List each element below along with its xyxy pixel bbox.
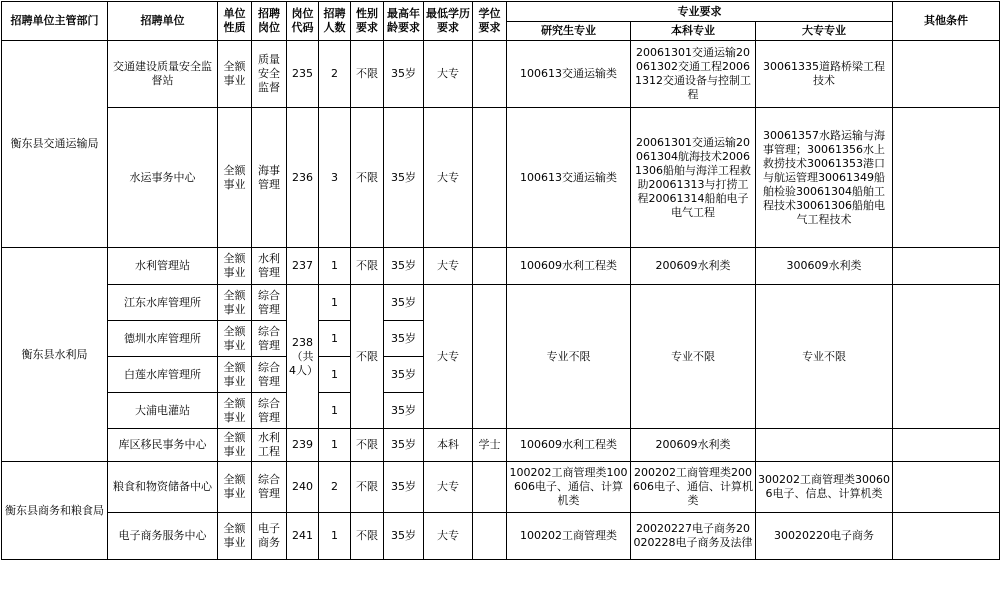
count-cell: 1	[319, 285, 351, 321]
college-major-cell: 300202工商管理类300606电子、信息、计算机类	[756, 462, 893, 513]
count-cell: 3	[319, 108, 351, 248]
header-college: 大专专业	[756, 22, 893, 41]
nature-cell: 全额事业	[218, 41, 252, 108]
table-row	[2, 285, 1000, 321]
bach-major-cell: 专业不限	[631, 285, 756, 429]
college-major-cell: 30061335道路桥梁工程技术	[756, 41, 893, 108]
header-count: 招聘人数	[319, 2, 351, 41]
degree-cell	[473, 108, 507, 248]
table-row	[2, 41, 1000, 108]
other-cell	[893, 108, 1000, 248]
other-cell	[893, 513, 1000, 560]
unit-cell: 江东水库管理所	[108, 285, 218, 321]
age-cell: 35岁	[384, 462, 424, 513]
count-cell: 2	[319, 462, 351, 513]
post-cell: 综合管理	[252, 462, 287, 513]
nature-cell: 全额事业	[218, 321, 252, 357]
nature-cell: 全额事业	[218, 248, 252, 285]
header-code: 岗位代码	[287, 2, 319, 41]
nature-cell: 全额事业	[218, 462, 252, 513]
bach-major-cell: 200609水利类	[631, 248, 756, 285]
table-row	[2, 462, 1000, 513]
age-cell: 35岁	[384, 248, 424, 285]
post-cell: 综合管理	[252, 393, 287, 429]
unit-cell: 库区移民事务中心	[108, 429, 218, 462]
header-grad: 研究生专业	[507, 22, 631, 41]
other-cell	[893, 285, 1000, 429]
edu-cell: 大专	[424, 108, 473, 248]
table-row	[2, 108, 1000, 248]
recruitment-table	[1, 1, 1000, 560]
unit-cell: 粮食和物资储备中心	[108, 462, 218, 513]
degree-cell	[473, 462, 507, 513]
dept-cell: 衡东县交通运输局	[2, 41, 108, 248]
age-cell: 35岁	[384, 357, 424, 393]
age-cell: 35岁	[384, 285, 424, 321]
grad-major-cell: 100202工商管理类100606电子、通信、计算机类	[507, 462, 631, 513]
nature-cell: 全额事业	[218, 108, 252, 248]
post-cell: 水利工程	[252, 429, 287, 462]
gender-cell: 不限	[351, 248, 384, 285]
degree-cell	[473, 248, 507, 285]
grad-major-cell: 100202工商管理类	[507, 513, 631, 560]
age-cell: 35岁	[384, 41, 424, 108]
table-row	[2, 513, 1000, 560]
degree-cell	[473, 41, 507, 108]
post-cell: 综合管理	[252, 285, 287, 321]
gender-cell: 不限	[351, 462, 384, 513]
other-cell	[893, 248, 1000, 285]
college-major-cell	[756, 429, 893, 462]
unit-cell: 电子商务服务中心	[108, 513, 218, 560]
college-major-cell: 30061357水路运输与海事管理；30061356水上救捞技术30061353港口与航运管理30061349船舶检验30061304船舶工程技术30061306船舶电气工程技术	[756, 108, 893, 248]
header-edu: 最低学历要求	[424, 2, 473, 41]
other-cell	[893, 429, 1000, 462]
code-cell: 239	[287, 429, 319, 462]
age-cell: 35岁	[384, 513, 424, 560]
college-major-cell: 300609水利类	[756, 248, 893, 285]
age-cell: 35岁	[384, 321, 424, 357]
count-cell: 1	[319, 321, 351, 357]
bach-major-cell: 20020227电子商务20020228电子商务及法律	[631, 513, 756, 560]
degree-cell	[473, 285, 507, 429]
other-cell	[893, 462, 1000, 513]
post-cell: 水利管理	[252, 248, 287, 285]
unit-cell: 水运事务中心	[108, 108, 218, 248]
table-row	[2, 248, 1000, 285]
header-unit: 招聘单位	[108, 2, 218, 41]
header-post: 招聘岗位	[252, 2, 287, 41]
header-row	[2, 2, 1000, 22]
bach-major-cell: 200202工商管理类200606电子、通信、计算机类	[631, 462, 756, 513]
post-cell: 综合管理	[252, 321, 287, 357]
gender-cell: 不限	[351, 429, 384, 462]
count-cell: 1	[319, 513, 351, 560]
bach-major-cell: 20061301交通运输20061304航海技术20061306船舶与海洋工程救助20061313与打捞工程20061314船舶电子电气工程	[631, 108, 756, 248]
header-bach: 本科专业	[631, 22, 756, 41]
age-cell: 35岁	[384, 108, 424, 248]
age-cell: 35岁	[384, 429, 424, 462]
header-dept: 招聘单位主管部门	[2, 2, 108, 41]
gender-cell: 不限	[351, 513, 384, 560]
nature-cell: 全额事业	[218, 429, 252, 462]
code-cell: 236	[287, 108, 319, 248]
unit-cell: 交通建设质量安全监督站	[108, 41, 218, 108]
code-cell: 237	[287, 248, 319, 285]
edu-cell: 大专	[424, 513, 473, 560]
dept-cell: 衡东县商务和粮食局	[2, 462, 108, 560]
unit-cell: 水利管理站	[108, 248, 218, 285]
bach-major-cell: 20061301交通运输20061302交通工程20061312交通设备与控制工程	[631, 41, 756, 108]
gender-cell: 不限	[351, 285, 384, 429]
code-cell: 240	[287, 462, 319, 513]
header-nature: 单位性质	[218, 2, 252, 41]
count-cell: 1	[319, 393, 351, 429]
post-cell: 海事管理	[252, 108, 287, 248]
gender-cell: 不限	[351, 41, 384, 108]
gender-cell: 不限	[351, 108, 384, 248]
grad-major-cell: 100613交通运输类	[507, 41, 631, 108]
edu-cell: 本科	[424, 429, 473, 462]
post-cell: 电子商务	[252, 513, 287, 560]
table-row	[2, 429, 1000, 462]
edu-cell: 大专	[424, 462, 473, 513]
code-cell: 238（共4人）	[287, 285, 319, 429]
other-cell	[893, 41, 1000, 108]
grad-major-cell: 100609水利工程类	[507, 429, 631, 462]
count-cell: 1	[319, 357, 351, 393]
bach-major-cell: 200609水利类	[631, 429, 756, 462]
degree-cell: 学士	[473, 429, 507, 462]
edu-cell: 大专	[424, 41, 473, 108]
header-major: 专业要求	[507, 2, 893, 22]
grad-major-cell: 专业不限	[507, 285, 631, 429]
code-cell: 235	[287, 41, 319, 108]
college-major-cell: 30020220电子商务	[756, 513, 893, 560]
count-cell: 1	[319, 429, 351, 462]
count-cell: 2	[319, 41, 351, 108]
unit-cell: 白莲水库管理所	[108, 357, 218, 393]
header-other: 其他条件	[893, 2, 1000, 41]
grad-major-cell: 100609水利工程类	[507, 248, 631, 285]
dept-cell: 衡东县水利局	[2, 248, 108, 462]
header-degree: 学位要求	[473, 2, 507, 41]
post-cell: 综合管理	[252, 357, 287, 393]
edu-cell: 大专	[424, 248, 473, 285]
degree-cell	[473, 513, 507, 560]
college-major-cell: 专业不限	[756, 285, 893, 429]
grad-major-cell: 100613交通运输类	[507, 108, 631, 248]
nature-cell: 全额事业	[218, 513, 252, 560]
header-gender: 性别要求	[351, 2, 384, 41]
edu-cell: 大专	[424, 285, 473, 429]
header-age: 最高年龄要求	[384, 2, 424, 41]
code-cell: 241	[287, 513, 319, 560]
nature-cell: 全额事业	[218, 285, 252, 321]
count-cell: 1	[319, 248, 351, 285]
age-cell: 35岁	[384, 393, 424, 429]
unit-cell: 大浦电灌站	[108, 393, 218, 429]
unit-cell: 德圳水库管理所	[108, 321, 218, 357]
post-cell: 质量安全监督	[252, 41, 287, 108]
nature-cell: 全额事业	[218, 357, 252, 393]
nature-cell: 全额事业	[218, 393, 252, 429]
